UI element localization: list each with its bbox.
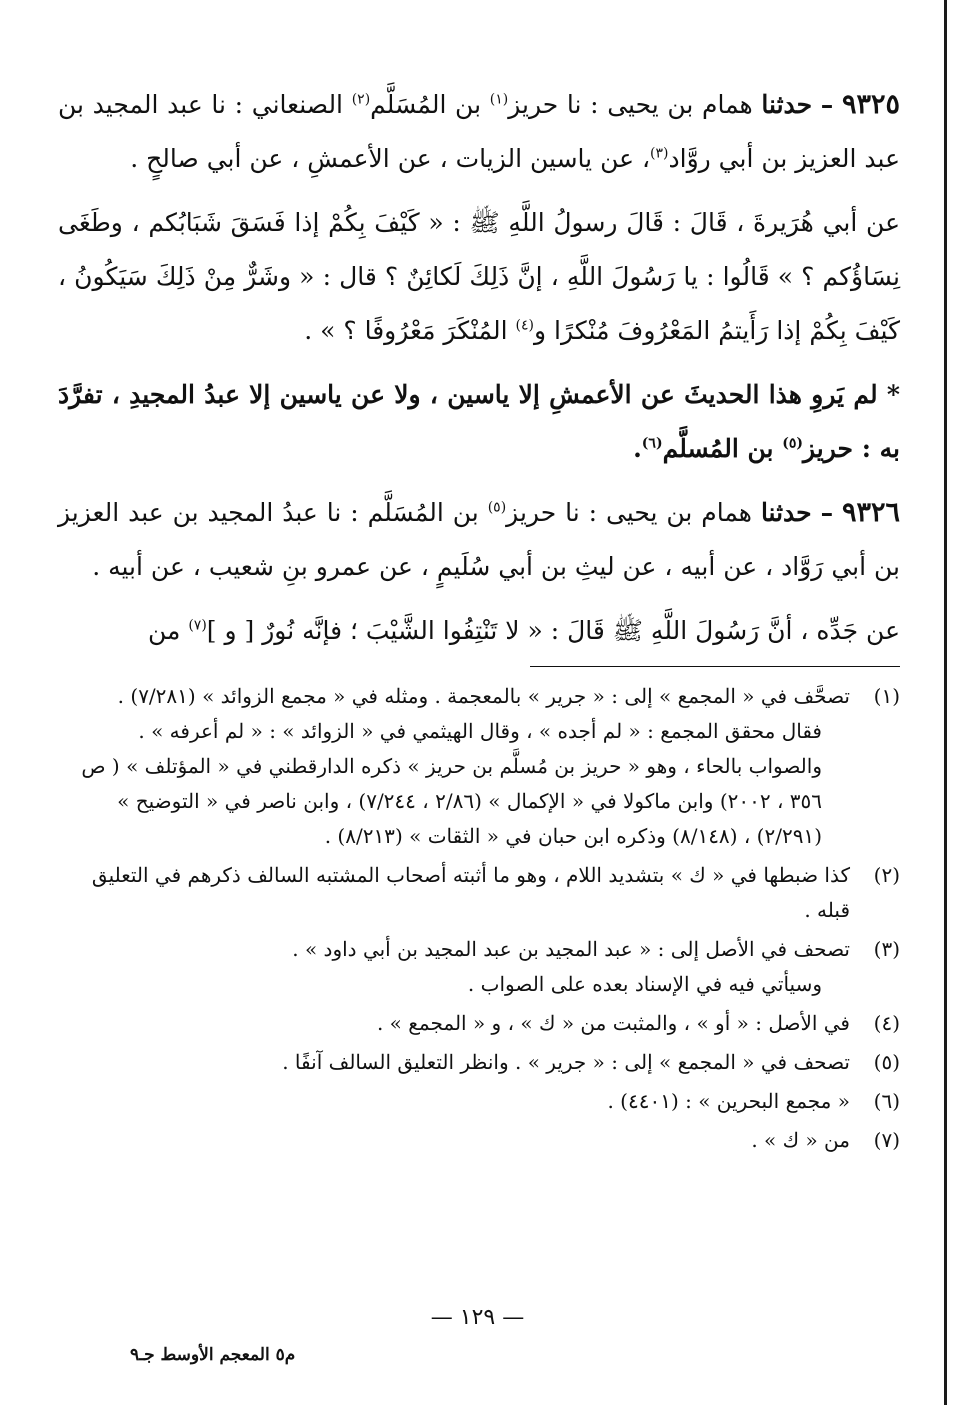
page-number: — ١٢٩ — bbox=[430, 1305, 525, 1330]
text-run: الصنعاني : نا عبد المجيد بن عبد العزيز بن أبي روَّاد bbox=[58, 90, 900, 173]
footnote-ref: (٦) bbox=[641, 435, 663, 452]
footnote-line: تصحف في « المجمع » إلى : « جرير » . وانظر التعليق السالف آنفًا . bbox=[282, 1050, 850, 1074]
footnote-ref: (٤) bbox=[515, 317, 534, 334]
text-run: بن المُسَلَّم : نا عبدُ المجيد بن عبد العزيز بن أبي رَوَّاد ، عن أبيه ، عن ليثِ بن أبي سُلَيمٍ ، عن عمرو بنِ شعيب ، عن أبيه . bbox=[58, 498, 900, 581]
footnote-line: تصحَّف في « المجمع » إلى : « جرير » بالمعجمة . ومثله في « مجمع الزوائد » (٧/٢٨١) . bbox=[117, 684, 850, 708]
footnote bbox=[58, 1084, 900, 1119]
footnote-ref: (١) bbox=[489, 91, 509, 108]
footnote-line: تصحف في الأصل إلى : « عبد المجيد بن عبد المجيد بن أبي داود » . bbox=[292, 937, 850, 961]
footnote-line: في الأصل : « أو » ، والمثبت من « ك » ، و « المجمع » . bbox=[376, 1011, 850, 1035]
footnote-ref: (٥) bbox=[782, 435, 803, 452]
footnote bbox=[58, 858, 900, 928]
text-run: همام بن يحيى : نا حريز bbox=[506, 498, 752, 527]
footnote-line: فقال محقق المجمع : « لم أجده » ، وقال الهيثمي في « الزوائد » : « لم أعرفه » . bbox=[138, 719, 822, 743]
text-run: عن جَدِّه ، أنَّ رَسُولَ اللَّهِ ﷺ قَالَ : « لا تَنْتِفُوا الشَّيْبَ ؛ فإنَّه نُورٌ [ و ] bbox=[206, 616, 900, 645]
footnote-line: وسيأتي فيه في الإسناد بعده على الصواب . bbox=[467, 972, 822, 996]
text-run: من bbox=[147, 616, 189, 645]
footnote-ref: (٧) bbox=[188, 617, 207, 634]
hadith-9326-matn bbox=[58, 604, 900, 658]
text-run: بن المُسلَّم bbox=[662, 434, 783, 463]
footnote-line: والصواب بالحاء ، وهو « حريز بن مُسلَّم بن حريز » ذكره الدارقطني في « المؤتلف » ( ص ٣٥٦ ، ٢٠٠٢) وابن ماكولا في « الإكمال » (٢/٨٦ ، ٧/٢٤٤) ، وابن ناصر في « التوضيح » (٢/٢٩١) ، (٨/١٤٨) وذكره ابن حبان في « الثقات » (٨/٢١٣) . bbox=[81, 754, 822, 848]
hadith-dash: – bbox=[820, 498, 834, 527]
footnote bbox=[58, 1123, 900, 1158]
footnote-line: كذا ضبطها في « ك » بتشديد اللام ، وهو ما أثبته أصحاب المشتبه السالف ذكرهم في التعليق قبله . bbox=[91, 863, 850, 922]
footnote-body bbox=[58, 679, 850, 854]
footnote-number: (٤) bbox=[873, 1011, 900, 1035]
footnote-line: « مجمع البحرين » : (٤٤٠١) . bbox=[607, 1089, 850, 1113]
footnote bbox=[58, 932, 900, 1002]
text-run: * لم يَروِ هذا الحديثَ عن الأعمشِ إلا ياسين ، ولا عن ياسين إلا عبدُ المجيدِ ، تفرَّدَ به : حريز bbox=[58, 380, 900, 463]
footnote-number: (٥) bbox=[873, 1050, 900, 1074]
haddathana-label: حدثنا bbox=[761, 90, 813, 119]
hadith-number: ٩٣٢٦ bbox=[842, 497, 901, 528]
footnote-number: (٣) bbox=[873, 937, 900, 961]
footnote-body bbox=[58, 932, 850, 1002]
footnote bbox=[58, 1045, 900, 1080]
footnotes bbox=[58, 679, 900, 1158]
footnote-separator bbox=[530, 666, 900, 667]
text-run: . bbox=[633, 434, 642, 463]
footnote-line: من « ك » . bbox=[751, 1128, 850, 1152]
hadith-9325-comment bbox=[58, 368, 900, 476]
haddathana-label: حدثنا bbox=[760, 498, 812, 527]
text-run: بن المُسَلَّم bbox=[370, 90, 490, 119]
comment-text bbox=[58, 380, 900, 463]
text-run: همام بن يحيى : نا حريز bbox=[508, 90, 753, 119]
footnote-ref: (٥) bbox=[487, 499, 507, 516]
footnote-body bbox=[58, 1084, 850, 1119]
text-run: المُنْكَرَ مَعْرُوفًا ؟ » . bbox=[304, 316, 516, 345]
text-run: ، عن ياسين الزيات ، عن الأعمشِ ، عن أبي صالحٍ . bbox=[130, 144, 651, 173]
hadith-9326-isnad bbox=[58, 486, 900, 594]
footnote-ref: (٢) bbox=[351, 91, 371, 108]
footnote-number: (١) bbox=[873, 684, 900, 708]
hadith-number: ٩٣٢٥ bbox=[841, 89, 900, 120]
footnote-body bbox=[58, 858, 850, 928]
hadith-9325-isnad bbox=[58, 78, 900, 186]
footnote-number: (٢) bbox=[873, 863, 900, 887]
hadith-9325-matn bbox=[58, 196, 900, 358]
matn-text bbox=[148, 616, 900, 645]
footnote-body bbox=[58, 1006, 850, 1041]
page-body bbox=[58, 78, 900, 1158]
signature-mark: م٥ المعجم الأوسط جـ٩ bbox=[130, 1345, 296, 1365]
text-run: عن أبي هُرَيرةَ ، قَالَ : قَالَ رسولُ اللَّهِ ﷺ : « كَيْفَ بِكُمْ إذا فَسَقَ شَبَابُكم ، وطَغَى نِسَاؤُكم ؟ » قَالُوا : يا رَسُولَ اللَّهِ ، إنَّ ذَلِكَ لَكائِنٌ ؟ قال : « وشَرٌّ مِنْ ذَلِكَ سَيَكُونُ ، كَيْفَ بِكُمْ إذا رَأَيتمُ المَعْرُوفَ مُنْكرًا و bbox=[58, 208, 900, 345]
footnote bbox=[58, 1006, 900, 1041]
footnote-body bbox=[58, 1123, 850, 1158]
footnote-body bbox=[58, 1045, 850, 1080]
page-edge-line bbox=[944, 0, 947, 1405]
footnote-number: (٦) bbox=[873, 1089, 900, 1113]
matn-text bbox=[58, 208, 900, 345]
hadith-dash: – bbox=[820, 90, 834, 119]
footnote-ref: (٣) bbox=[650, 145, 669, 162]
footnote-number: (٧) bbox=[873, 1128, 900, 1152]
footnote bbox=[58, 679, 900, 854]
